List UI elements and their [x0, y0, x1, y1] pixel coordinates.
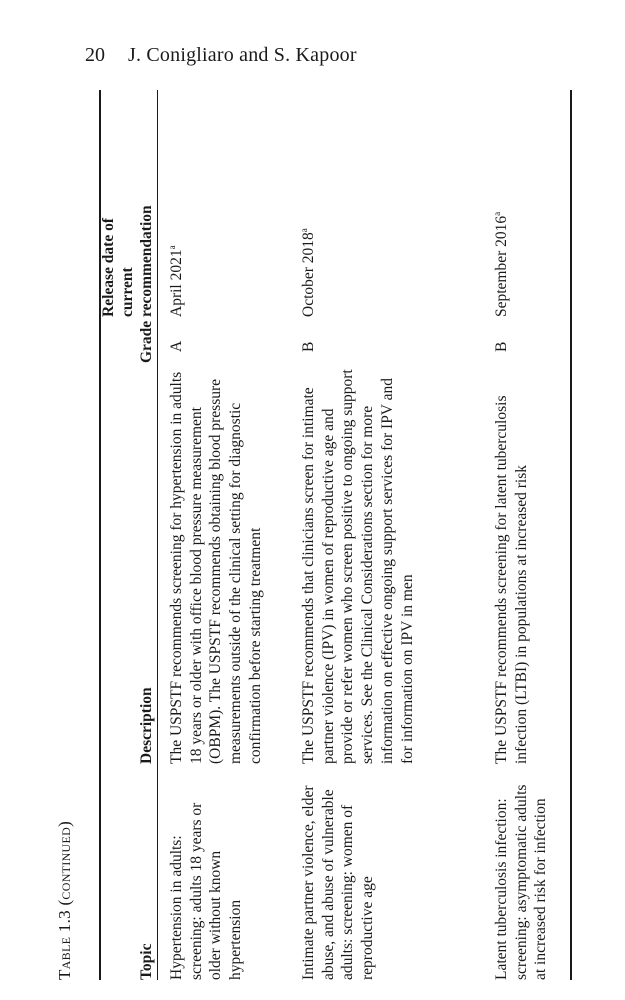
row-2-grade: B	[300, 341, 317, 352]
page-header	[0, 44, 625, 76]
row-2-topic: Intimate partner violence, elder abuse, and abuse of vulnerable adults: screening: women of reproductive age	[300, 785, 377, 980]
release-date: April 2021	[168, 249, 185, 317]
header-description: Description	[138, 687, 155, 764]
running-head: J. Conigliaro and S. Kapoor	[128, 44, 357, 66]
header-topic: Topic	[138, 943, 155, 980]
row-3-release	[492, 117, 512, 317]
header-grade: Grade	[138, 320, 155, 363]
row-2-description: The USPSTF recommends that clinicians screen for intimate partner violence (IPV) in women of reproductive age and provide or refer women who screen positive to ongoing support services. See the Clinical Considerations section for more information on effective ongoing support services for IPV and for information on IPV in men	[300, 369, 416, 764]
table-header-rule	[157, 90, 158, 980]
rotated-table	[55, 90, 575, 980]
table-caption: Table 1.3 (continued)	[55, 820, 74, 980]
footnote-marker: a	[166, 245, 177, 250]
row-1-topic: Hypertension in adults: screening: adults 18 years or older without known hypertension	[168, 802, 245, 980]
table-bottom-rule	[570, 90, 572, 980]
release-date: October 2018	[300, 232, 317, 317]
header-release-date	[99, 137, 156, 317]
release-date: September 2016	[493, 215, 510, 317]
row-1-release	[167, 117, 187, 317]
row-1-grade: A	[168, 340, 185, 352]
row-1-description: The USPSTF recommends screening for hypertension in adults 18 years or older with office blood pressure measurement (OBPM). The USPSTF recommends obtaining blood pressure measurements outside of the clinical setting for diagnostic confirmation before starting treatment	[168, 371, 264, 764]
page-number: 20	[85, 44, 105, 66]
header-release-line: current	[119, 267, 136, 317]
footnote-marker: a	[298, 228, 309, 233]
header-release-line: recommendation	[138, 205, 155, 317]
row-3-description: The USPSTF recommends screening for latent tuberculosis infection (LTBI) in populations at increased risk	[493, 395, 530, 764]
row-3-topic: Latent tuberculosis infection: screening: asymptomatic adults at increased risk for infection	[493, 784, 550, 980]
row-3-grade: B	[493, 341, 510, 352]
header-release-line: Release date of	[100, 218, 117, 317]
footnote-marker: a	[491, 211, 502, 216]
row-2-release	[299, 117, 319, 317]
